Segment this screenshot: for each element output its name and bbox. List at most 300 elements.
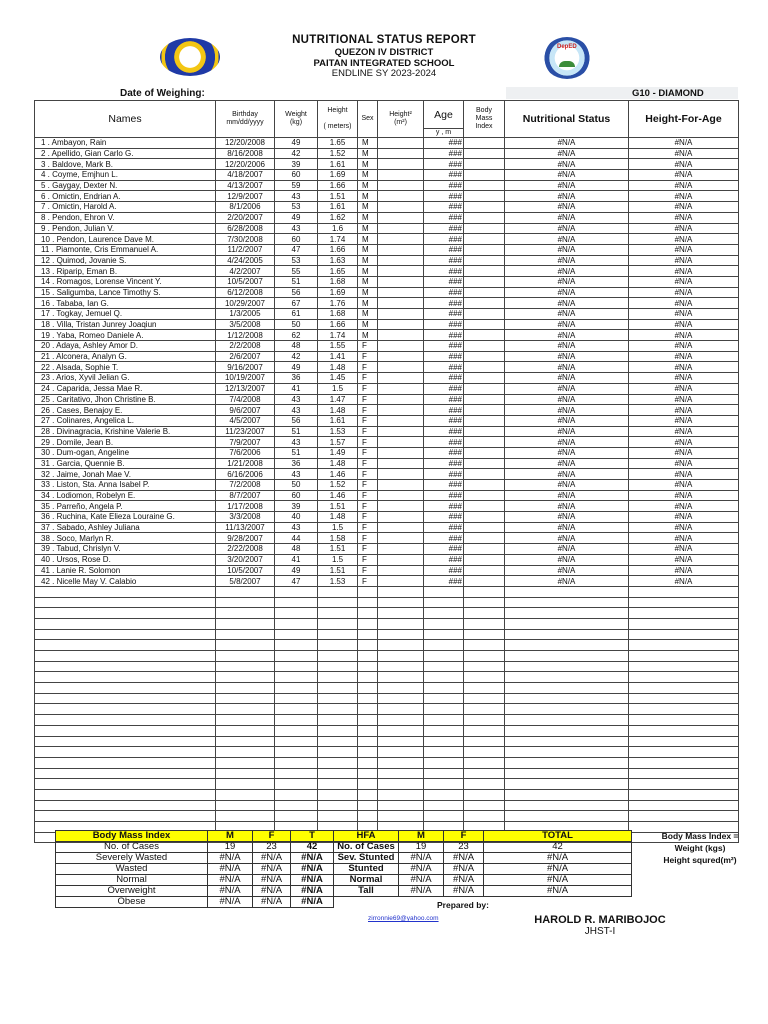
student-birthday: 2/2/2008 xyxy=(216,341,275,352)
table-row xyxy=(35,148,739,159)
table-row xyxy=(35,212,739,223)
student-height2 xyxy=(378,533,424,544)
table-row xyxy=(35,501,739,512)
student-bmi xyxy=(464,180,505,191)
empty-cell xyxy=(629,683,739,694)
empty-cell xyxy=(318,725,358,736)
student-age: ### xyxy=(424,490,464,501)
empty-cell xyxy=(378,640,424,651)
student-height: 1.46 xyxy=(318,469,358,480)
col-birthday-header: Birthday mm/dd/yyyy xyxy=(216,101,275,138)
empty-cell xyxy=(275,661,318,672)
student-weight: 49 xyxy=(275,138,318,149)
student-height2 xyxy=(378,383,424,394)
student-weight: 53 xyxy=(275,255,318,266)
empty-cell xyxy=(216,725,275,736)
student-nutritional-status: #N/A xyxy=(505,565,629,576)
col-hfa-header: Height-For-Age xyxy=(629,101,739,138)
student-age: ### xyxy=(424,437,464,448)
student-nutritional-status: #N/A xyxy=(505,437,629,448)
student-sex: M xyxy=(358,298,378,309)
student-hfa: #N/A xyxy=(629,565,739,576)
student-birthday: 7/6/2006 xyxy=(216,447,275,458)
table-row xyxy=(35,234,739,245)
student-nutritional-status: #N/A xyxy=(505,554,629,565)
student-height: 1.62 xyxy=(318,212,358,223)
report-title: NUTRITIONAL STATUS REPORT xyxy=(292,34,476,46)
student-sex: F xyxy=(358,394,378,405)
empty-cell xyxy=(629,768,739,779)
student-hfa: #N/A xyxy=(629,276,739,287)
empty-cell xyxy=(275,736,318,747)
table-row xyxy=(35,554,739,565)
student-birthday: 12/9/2007 xyxy=(216,191,275,202)
student-weight: 59 xyxy=(275,180,318,191)
empty-cell xyxy=(216,757,275,768)
student-age: ### xyxy=(424,255,464,266)
student-sex: M xyxy=(358,330,378,341)
signer-name: HAROLD R. MARIBOJOC xyxy=(534,914,666,926)
student-sex: F xyxy=(358,512,378,523)
student-age: ### xyxy=(424,234,464,245)
student-name: 17 . Togkay, Jemuel Q. xyxy=(35,309,216,320)
empty-cell xyxy=(378,597,424,608)
student-sex: F xyxy=(358,426,378,437)
empty-cell xyxy=(318,779,358,790)
student-name: 31 . Garcia, Quennie B. xyxy=(35,458,216,469)
student-bmi xyxy=(464,266,505,277)
student-name: 9 . Pendon, Julian V. xyxy=(35,223,216,234)
empty-row xyxy=(35,693,739,704)
student-hfa: #N/A xyxy=(629,266,739,277)
student-height: 1.68 xyxy=(318,276,358,287)
student-bmi xyxy=(464,223,505,234)
student-weight: 40 xyxy=(275,512,318,523)
empty-cell xyxy=(424,618,464,629)
table-row xyxy=(35,341,739,352)
student-sex: F xyxy=(358,447,378,458)
student-height: 1.63 xyxy=(318,255,358,266)
student-sex: F xyxy=(358,490,378,501)
empty-cell xyxy=(318,640,358,651)
student-name: 36 . Ruchina, Kate Elieza Louraine G. xyxy=(35,512,216,523)
student-bmi xyxy=(464,287,505,298)
empty-cell xyxy=(505,597,629,608)
student-weight: 39 xyxy=(275,159,318,170)
summary-cell: #N/A xyxy=(291,886,334,897)
student-nutritional-status: #N/A xyxy=(505,180,629,191)
student-name: 38 . Soco, Marlyn R. xyxy=(35,533,216,544)
empty-cell xyxy=(216,747,275,758)
empty-cell xyxy=(629,704,739,715)
student-hfa: #N/A xyxy=(629,138,739,149)
empty-cell xyxy=(629,586,739,597)
student-sex: F xyxy=(358,437,378,448)
student-weight: 49 xyxy=(275,212,318,223)
empty-cell xyxy=(505,672,629,683)
student-hfa: #N/A xyxy=(629,191,739,202)
empty-cell xyxy=(35,789,216,800)
table-row xyxy=(35,319,739,330)
summary-cell: #N/A xyxy=(484,875,632,886)
empty-cell xyxy=(35,629,216,640)
empty-cell xyxy=(464,586,505,597)
student-hfa: #N/A xyxy=(629,383,739,394)
empty-row xyxy=(35,768,739,779)
empty-cell xyxy=(35,608,216,619)
student-height: 1.47 xyxy=(318,394,358,405)
empty-cell xyxy=(318,683,358,694)
table-row xyxy=(35,287,739,298)
student-height: 1.48 xyxy=(318,405,358,416)
col-height2-header: Height² (m²) xyxy=(378,101,424,138)
empty-cell xyxy=(378,811,424,822)
empty-cell xyxy=(35,672,216,683)
empty-cell xyxy=(505,651,629,662)
empty-cell xyxy=(275,789,318,800)
summary-cell: #N/A xyxy=(253,853,291,864)
empty-cell xyxy=(464,640,505,651)
empty-row xyxy=(35,715,739,726)
empty-row xyxy=(35,725,739,736)
student-nutritional-status: #N/A xyxy=(505,170,629,181)
student-bmi xyxy=(464,212,505,223)
student-age: ### xyxy=(424,565,464,576)
student-nutritional-status: #N/A xyxy=(505,223,629,234)
empty-cell xyxy=(216,651,275,662)
empty-cell xyxy=(275,586,318,597)
student-age: ### xyxy=(424,319,464,330)
student-hfa: #N/A xyxy=(629,533,739,544)
student-height: 1.68 xyxy=(318,309,358,320)
student-age: ### xyxy=(424,159,464,170)
student-height: 1.74 xyxy=(318,330,358,341)
student-height2 xyxy=(378,223,424,234)
table-row xyxy=(35,276,739,287)
student-height2 xyxy=(378,565,424,576)
empty-cell xyxy=(464,747,505,758)
student-bmi xyxy=(464,138,505,149)
student-weight: 60 xyxy=(275,234,318,245)
empty-cell xyxy=(35,811,216,822)
empty-cell xyxy=(505,640,629,651)
student-age: ### xyxy=(424,426,464,437)
summary-cell: #N/A xyxy=(444,875,484,886)
empty-cell xyxy=(318,608,358,619)
student-weight: 56 xyxy=(275,287,318,298)
student-height2 xyxy=(378,255,424,266)
student-age: ### xyxy=(424,501,464,512)
student-name: 34 . Lodiomon, Robelyn E. xyxy=(35,490,216,501)
student-name: 20 . Adaya, Ashley Amor D. xyxy=(35,341,216,352)
summary-cell: Stunted xyxy=(334,864,399,875)
student-birthday: 6/12/2008 xyxy=(216,287,275,298)
empty-cell xyxy=(424,640,464,651)
student-sex: M xyxy=(358,170,378,181)
student-height: 1.5 xyxy=(318,522,358,533)
empty-cell xyxy=(629,640,739,651)
student-height2 xyxy=(378,148,424,159)
student-bmi xyxy=(464,330,505,341)
empty-cell xyxy=(358,586,378,597)
student-birthday: 4/18/2007 xyxy=(216,170,275,181)
summary-cell: #N/A xyxy=(484,886,632,897)
student-weight: 43 xyxy=(275,522,318,533)
summary-cell: #N/A xyxy=(444,886,484,897)
col-names-header: Names xyxy=(35,101,216,138)
empty-cell xyxy=(275,651,318,662)
empty-cell xyxy=(424,683,464,694)
student-weight: 50 xyxy=(275,480,318,491)
empty-cell xyxy=(378,586,424,597)
student-bmi xyxy=(464,458,505,469)
student-height2 xyxy=(378,244,424,255)
student-weight: 53 xyxy=(275,202,318,213)
student-nutritional-status: #N/A xyxy=(505,533,629,544)
student-age: ### xyxy=(424,351,464,362)
student-age: ### xyxy=(424,373,464,384)
student-name: 8 . Pendon, Ehron V. xyxy=(35,212,216,223)
student-hfa: #N/A xyxy=(629,234,739,245)
summary-cell: 19 xyxy=(399,842,444,853)
student-weight: 51 xyxy=(275,276,318,287)
student-height2 xyxy=(378,212,424,223)
student-age: ### xyxy=(424,512,464,523)
empty-cell xyxy=(318,704,358,715)
student-birthday: 4/2/2007 xyxy=(216,266,275,277)
empty-cell xyxy=(424,800,464,811)
student-nutritional-status: #N/A xyxy=(505,234,629,245)
empty-cell xyxy=(318,811,358,822)
empty-row xyxy=(35,736,739,747)
student-sex: M xyxy=(358,276,378,287)
empty-cell xyxy=(424,811,464,822)
summary-cell: Severely Wasted xyxy=(56,853,208,864)
empty-cell xyxy=(378,704,424,715)
student-birthday: 7/9/2007 xyxy=(216,437,275,448)
student-hfa: #N/A xyxy=(629,202,739,213)
school-name: PAITAN INTEGRATED SCHOOL xyxy=(313,58,455,69)
student-weight: 41 xyxy=(275,554,318,565)
student-sex: F xyxy=(358,565,378,576)
student-hfa: #N/A xyxy=(629,480,739,491)
empty-cell xyxy=(378,672,424,683)
empty-cell xyxy=(35,757,216,768)
student-height: 1.66 xyxy=(318,244,358,255)
student-nutritional-status: #N/A xyxy=(505,148,629,159)
student-height2 xyxy=(378,309,424,320)
empty-cell xyxy=(378,618,424,629)
summary-cell: #N/A xyxy=(253,875,291,886)
empty-cell xyxy=(216,586,275,597)
student-sex: F xyxy=(358,554,378,565)
summary-header-cell: Body Mass Index xyxy=(56,831,208,842)
student-name: 32 . Jaime, Jonah Mae V. xyxy=(35,469,216,480)
student-weight: 39 xyxy=(275,501,318,512)
empty-cell xyxy=(318,800,358,811)
student-nutritional-status: #N/A xyxy=(505,159,629,170)
student-name: 23 . Arios, Xyvil Jelian G. xyxy=(35,373,216,384)
student-birthday: 4/5/2007 xyxy=(216,415,275,426)
empty-cell xyxy=(216,640,275,651)
student-weight: 60 xyxy=(275,170,318,181)
col-age-header: Age xyxy=(424,101,464,129)
empty-cell xyxy=(358,789,378,800)
summary-cell: #N/A xyxy=(253,886,291,897)
empty-row xyxy=(35,586,739,597)
student-weight: 36 xyxy=(275,373,318,384)
student-nutritional-status: #N/A xyxy=(505,341,629,352)
empty-row xyxy=(35,672,739,683)
student-birthday: 7/4/2008 xyxy=(216,394,275,405)
empty-cell xyxy=(318,747,358,758)
empty-cell xyxy=(35,597,216,608)
table-row xyxy=(35,191,739,202)
empty-cell xyxy=(629,747,739,758)
empty-cell xyxy=(464,715,505,726)
empty-cell xyxy=(505,811,629,822)
summary-cell: #N/A xyxy=(399,886,444,897)
empty-cell xyxy=(275,757,318,768)
empty-cell xyxy=(318,661,358,672)
student-hfa: #N/A xyxy=(629,287,739,298)
student-bmi xyxy=(464,405,505,416)
student-weight: 48 xyxy=(275,544,318,555)
summary-cell: #N/A xyxy=(291,864,334,875)
student-bmi xyxy=(464,394,505,405)
student-bmi xyxy=(464,298,505,309)
table-row xyxy=(35,202,739,213)
student-bmi xyxy=(464,362,505,373)
empty-row xyxy=(35,683,739,694)
student-bmi xyxy=(464,202,505,213)
student-height: 1.52 xyxy=(318,148,358,159)
table-row xyxy=(35,351,739,362)
student-hfa: #N/A xyxy=(629,512,739,523)
empty-cell xyxy=(358,800,378,811)
empty-cell xyxy=(464,618,505,629)
student-name: 33 . Liston, Sta. Anna Isabel P. xyxy=(35,480,216,491)
empty-cell xyxy=(358,736,378,747)
student-hfa: #N/A xyxy=(629,309,739,320)
table-row xyxy=(35,458,739,469)
empty-cell xyxy=(505,661,629,672)
summary-cell: #N/A xyxy=(444,864,484,875)
student-birthday: 8/16/2008 xyxy=(216,148,275,159)
student-sex: M xyxy=(358,159,378,170)
empty-cell xyxy=(275,800,318,811)
student-height2 xyxy=(378,319,424,330)
empty-cell xyxy=(629,693,739,704)
student-sex: F xyxy=(358,576,378,587)
student-height: 1.45 xyxy=(318,373,358,384)
student-bmi xyxy=(464,341,505,352)
empty-cell xyxy=(378,715,424,726)
student-bmi xyxy=(464,244,505,255)
email-link[interactable]: zirronnie69@yahoo.com xyxy=(368,915,439,922)
empty-cell xyxy=(464,704,505,715)
student-birthday: 7/2/2008 xyxy=(216,480,275,491)
student-sex: F xyxy=(358,383,378,394)
student-sex: M xyxy=(358,191,378,202)
summary-cell: #N/A xyxy=(484,853,632,864)
empty-cell xyxy=(464,608,505,619)
empty-cell xyxy=(216,672,275,683)
student-birthday: 11/2/2007 xyxy=(216,244,275,255)
empty-cell xyxy=(216,608,275,619)
student-age: ### xyxy=(424,480,464,491)
empty-cell xyxy=(424,608,464,619)
student-weight: 48 xyxy=(275,341,318,352)
student-weight: 62 xyxy=(275,330,318,341)
empty-cell xyxy=(424,661,464,672)
empty-row xyxy=(35,811,739,822)
student-name: 29 . Domile, Jean B. xyxy=(35,437,216,448)
student-height2 xyxy=(378,170,424,181)
empty-cell xyxy=(358,683,378,694)
summary-cell: Tall xyxy=(334,886,399,897)
empty-cell xyxy=(318,693,358,704)
summary-cell: Sev. Stunted xyxy=(334,853,399,864)
empty-cell xyxy=(35,747,216,758)
student-age: ### xyxy=(424,244,464,255)
student-height2 xyxy=(378,362,424,373)
summary-cell: #N/A xyxy=(291,897,334,908)
empty-cell xyxy=(216,768,275,779)
student-weight: 36 xyxy=(275,458,318,469)
empty-cell xyxy=(424,629,464,640)
empty-cell xyxy=(275,715,318,726)
student-age: ### xyxy=(424,533,464,544)
student-hfa: #N/A xyxy=(629,490,739,501)
student-name: 28 . Divinagracia, Krishine Valerie B. xyxy=(35,426,216,437)
empty-cell xyxy=(35,800,216,811)
student-height: 1.5 xyxy=(318,383,358,394)
student-weight: 47 xyxy=(275,576,318,587)
summary-cell: No. of Cases xyxy=(334,842,399,853)
student-nutritional-status: #N/A xyxy=(505,244,629,255)
empty-cell xyxy=(505,715,629,726)
table-row xyxy=(35,415,739,426)
student-birthday: 1/17/2008 xyxy=(216,501,275,512)
student-sex: M xyxy=(358,319,378,330)
student-weight: 51 xyxy=(275,447,318,458)
empty-cell xyxy=(275,704,318,715)
empty-cell xyxy=(424,757,464,768)
empty-cell xyxy=(378,693,424,704)
student-name: 37 . Sabado, Ashley Juliana xyxy=(35,522,216,533)
empty-cell xyxy=(464,736,505,747)
empty-cell xyxy=(505,725,629,736)
summary-row xyxy=(56,842,632,853)
empty-cell xyxy=(358,768,378,779)
student-nutritional-status: #N/A xyxy=(505,522,629,533)
empty-cell xyxy=(629,618,739,629)
empty-cell xyxy=(464,672,505,683)
student-nutritional-status: #N/A xyxy=(505,512,629,523)
bmi-formula-note xyxy=(636,830,764,866)
bmi-formula-line: Body Mass Index = xyxy=(661,831,739,841)
table-row xyxy=(35,255,739,266)
empty-cell xyxy=(629,789,739,800)
student-hfa: #N/A xyxy=(629,170,739,181)
student-sex: F xyxy=(358,351,378,362)
student-age: ### xyxy=(424,276,464,287)
student-sex: F xyxy=(358,469,378,480)
empty-row xyxy=(35,779,739,790)
student-sex: M xyxy=(358,287,378,298)
empty-row xyxy=(35,747,739,758)
